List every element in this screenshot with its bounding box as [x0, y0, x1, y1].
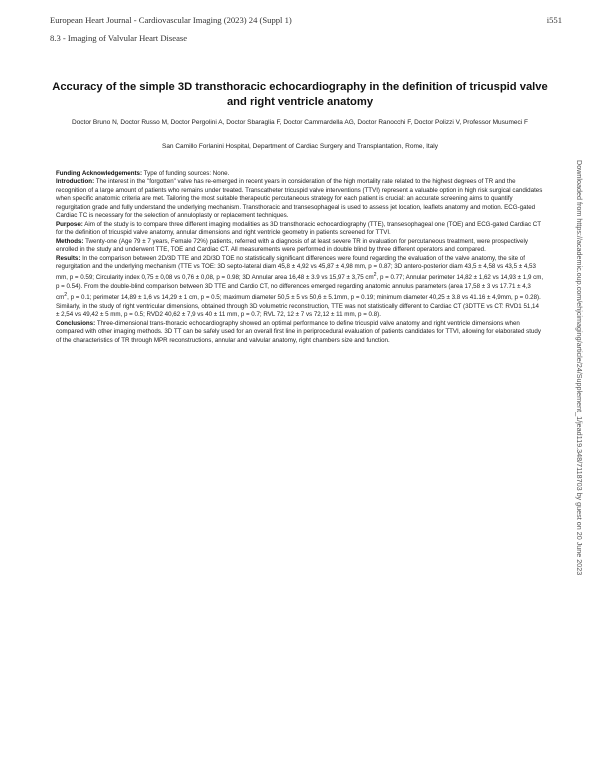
conclusions-paragraph	[56, 320, 544, 345]
superscript-squared: 2	[64, 292, 68, 299]
results-text-part3: , p = 0.1; perimeter 14,89 ± 1,6 vs 14,29 ± 1 cm, p = 0.5; maximum diameter 50,5 ± 5 vs 50,6 ± 5.1mm, p = 0.19; minimum diameter 40,25 ± 3.8 vs 41.16 ± 4,9mm, p = 0.28). Similarly, in the study of right ventricular dimensions, obtained through 3D volumetric reconstruction, TTE was not statistically different to Cardiac CT (3DTTE vs CT: RVD1 51,14 ± 2,54 vs 49,42 ± 5 mm, p = 0.5; RVD2 40,62 ± 7,9 vs 40 ± 11 mm, p = 0.7; RVL 72, 12 ± 7 vs 72,12 ± 11 mm, p = 0.8).	[56, 294, 541, 319]
download-watermark: Downloaded from https://academic.oup.com/ehjcimaging/article/24/Supplement_1/jead119.348/7118703 by guest on 20 June 2023	[575, 160, 584, 576]
methods-paragraph	[56, 238, 544, 255]
superscript-squared: 2	[373, 272, 377, 279]
purpose-label: Purpose:	[56, 220, 83, 228]
methods-text: Twenty-one (Age 79 ± 7 years, Female 72%) patients, referred with a diagnosis of at least severe TR in evaluation for percutaneous treatment, were prospectively enrolled in the study and underwent TTE, TOE and Cardiac CT. All measurements were performed in double blind by three different operators and compared.	[56, 237, 528, 254]
methods-label: Methods:	[56, 237, 84, 245]
section-heading: 8.3 - Imaging of Valvular Heart Disease	[50, 33, 188, 43]
author-list: Doctor Bruno N, Doctor Russo M, Doctor Pergolini A, Doctor Sbaraglia F, Doctor Cammardella AG, Doctor Ranocchi F, Doctor Polizzi V, Professor Musumeci F	[71, 119, 528, 126]
journal-citation: European Heart Journal - Cardiovascular Imaging (2023) 24 (Suppl 1)	[50, 15, 292, 25]
conclusions-text: Three-dimensional trans-thoracic echocardiography showed an optimal performance to define tricuspid valve anatomy and right ventricle dimensions when compared with other imaging methods. 3D TT can be safely used for an overall first line in periprocedural evaluation of patients candidates for TTVI, allowing for elaborated study of the characteristics of TR through MPR reconstructions, annular and valvular anatomy, right chambers size and function.	[56, 319, 541, 344]
results-text-part1: In the comparison between 2D/3D TTE and 2D/3D TOE no statistically significant differences were found regarding the evaluation of the valve anatomy, the site of regurgitation and the underlying mechanism (TTE vs TOE: 3D septo-lateral diam 45,8 ± 4,92 vs 45,87 ± 4,98 mm, p = 0.87; 3D antero-posterior diam 43,5 ± 4,58 vs 43,5 ± 4,53 mm, p = 0.59; Circularity index 0,75 ± 0,08 vs 0,76 ± 0,08, p = 0.98; 3D Annular area 16,48 ± 3.9 vs 15,97 ± 3,75 cm	[56, 254, 536, 282]
introduction-text: The interest in the "forgotten" valve has re-emerged in recent years in consideration of the high mortality rate related to the highest degrees of TR and the recognition of a large amount of patients who remains under treated. Transcatheter tricuspid valve interventions (TTVI) represent a valuable option in high risk surgical candidates when specific anatomic criteria are met. Tailoring the most suitable therapeutic percutaneous strategy for each patient is crucial: an accurate screening aims to quantify regurgitation grade and fully understand the underlying mechanism. Transthoracic and transesophageal is used to assess jet location, leaflets anatomy and motion. ECG-gated Cardiac TC is necessary for the selection of annuloplasty or replacement techniques.	[56, 178, 543, 220]
results-paragraph	[56, 255, 544, 320]
funding-label: Funding Acknowledgements:	[56, 170, 143, 177]
conclusions-label: Conclusions:	[56, 319, 96, 327]
affiliation: San Camillo Forlanini Hospital, Department of Cardiac Surgery and Transplantation, Rome, Italy	[161, 143, 439, 150]
article-title: Accuracy of the simple 3D transthoracic echocardiography in the definition of tricuspid valve and right ventricle anatomy	[52, 81, 548, 108]
funding-paragraph	[56, 170, 544, 178]
page-number: i551	[546, 15, 562, 25]
funding-text: Type of funding sources: None.	[143, 170, 230, 177]
results-text-part2: , p = 0.77; Annular perimeter 14,82 ± 1,62 vs 14,93 ± 1,9 cm, p = 0.54). From the double-blind comparison between 3D TTE and Cardio CT, no differences emerged regarding anatomic annulus parameters (area 17,58 ± 3 vs 17.71 ± 4,3 cm	[56, 274, 544, 302]
purpose-text: Aim of the study is to compare three different imaging modalities as 3D transthoracic echocardiography (TTE), transesophageal one (TOE) and ECG-gated Cardiac CT for the definition of tricuspid valve anatomy, annular dimensions and right ventricle geometry in patients screened for TTVI.	[56, 220, 541, 237]
results-label: Results:	[56, 254, 81, 262]
purpose-paragraph	[56, 221, 544, 238]
introduction-label: Introduction:	[56, 178, 95, 186]
abstract-body	[56, 170, 544, 345]
introduction-paragraph	[56, 178, 544, 220]
